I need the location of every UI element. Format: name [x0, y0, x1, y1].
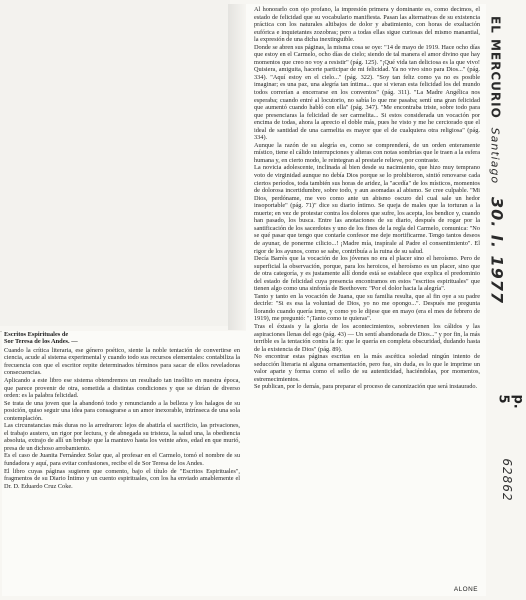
publication-date: 30. I. 1977 — [487, 197, 507, 305]
left-column-text: Cuando la crítica literaria, ese género poético, siente la noble tentación de convertirse en ciencia, acude al sistema experimental y cuando todo sus recursos elementales: contabiliza la frecuencia con que el escritor repite determinados términos para sacar de ellos reveladoras consecuencias. Aplicando a este libro ese sistema obtendremos un resultado tan insólito en nuestra época, que parece provenir de otra, sometida a distintas condiciones y que se dirían de diverso orden: es la palabra felicidad. Se trata de una joven que la abandonó todo y renunciando a la belleza y los halagos de su posición, quiso seguir una idea para consagrarse a un amor inexorable, intrínseca de una sola contemplación. Las circunstancias más duras no la arredraron: lejos de abatirla el sacrificio, las privaciones, el trabajo austero, un rigor por lectura, y de abnegada su tristeza, la salud una, la obediencia absoluta, extrajo de allí un brebaje que la mantuvo hasta los veinte años, edad en que murió, presa de un dichoso arrobamiento. Es el caso de Juanita Fernández Solar que, al profesar en el Carmelo, tomó el nombre de su fundadora y aquí, para evitar confusiones, recibe el de Sor Teresa de los Andes. El libro cuyas páginas sugieren que comento, bajo el título de "Escritos Espirituales", fragmentos de su Diario Íntimo y un cuento espirituales, con los ha enviado amablemente el Dr. D. Eduardo Cruz Coke. — [4, 346, 240, 490]
archive-code-note: 62862 — [500, 458, 514, 502]
article-heading-line-2: Sor Teresa de los Andes. — — [4, 338, 78, 346]
article-heading-line-1: Escritos Espirituales de — [4, 331, 69, 338]
article-left-column — [2, 331, 246, 596]
right-column-text: Al honorarlo con ojo profano, la impresión primera y dominante es, como decimos, el estado de felicidad que su vocabulario manifiesta. Pasan las alternativas de su existencia práctica con los naturales altibajos de dolor y abatimiento, con horas de exaltación eufórica e inquietantes zozobras; pero a todas ellas sigue curiosas del mismo manantial, la expresión de una dicha inextinguible. Donde se abren sus páginas, la misma cosa se oye: "14 de mayo de 1919. Hace ocho días que estoy en el Carmelo, ocho días de cielo; siendo de tal manera el amor divino que hay momentos que creo no voy a resistir" (pág. 125). "¡Qué vida tan deliciosa es la que vivo! Quisiera, amiguita, hacerte participar de mi felicidad. Ya no vivo sino para Dios..." (pág. 334). "Aquí estoy en el cielo..." (pág. 322). "Soy tan feliz como ya no es posible imaginar; es una paz, una alegría tan íntima... que si vieran esta felicidad los del mundo todos correrían a encerrarse en los conventos" (pág. 311). "La Madre Angélica nos esperaba; cuando entré al locutorio, no sabía lo que me pasaba; sentí una gran felicidad que aumentó cuando habló con ella" (pág. 347). "Me encontraba triste, sobre todo para que presenciaras la felicidad de ser carmelita... Si estos considerada un vocación por encima de todas, ahora la aprecio el doble más, pues he visto y me he cerciorado que el ideal de santidad de una carmelita es mayor que el de cualquiera otra religiosa" (pág. 334). Aunque la razón de su alegría es, como se comprenderá, de un orden enteramente místico, tiene el cálido interrupciones y alteras con notas sombrías que le traen a la esfera humana y, en cierto modo, le reintegran al prestarle relieve, por contraste. La novicia adolescente, inclinada al bien desde su nacimiento, que hizo muy temprano voto de virginidad aunque no debía Dios porque se lo prohibieron, sintió renovarse cada ciertos períodos, toda también sus horas de aridez, la "acedía" de los místicos, momentos de dolorosa incertidumbre, sobre todo, y aun asomadas al abismo. Se cree culpable. "Mi Dios, perdóname, me veo como ante un abismo oscuro del cual sale un hedor insoportable" (pág. 71)" dice su diario íntimo. Se queja de males que la torturan a la muerte; en vez de protestar contra los dolores que sufre, los acepta, los bendice y, cuando han pasado, los busca. Entre las anotaciones de su diario, después de rogar por la santificación de los sacerdotes y uno de los fines de la regla del Carmelo, comunica: "No se qué pasar que tengo que contarle confesor me deje mortificarme. Tengo tantos deseos de ayunar, de ponerme cilicio...! ¡Madre mía, inspírale al Padre el consentimiento". El rigor de los ayunos, como se sabe, contribuía a la ruina de su salud. Decía Barrès que la vocación de los jóvenes no era el placer sino el heroísmo. Pero de superficial la observación, porque, para los heroicos, el heroísmo es un placer, sino que de otra categoría, y es justamente allí donde está se establece que explica el predominio del estado de felicidad cuya presencia encontramos en estos "escritos espirituales" que tienen algo como una sinfonía de Beethoven: "Por el dolor hacia la alegría". Tanto y tanto en la vocación de Juana, que su familia resulta, que al fin oye a su padre decirle: "Si es esa la voluntad de Dios, yo no me opongo...". Después me pregunta llorando cuando quería irme, y como yo le dijese que en mayo (era el mes de febrero de 1919), me preguntó: "¡Tanto como te quieras". Tras el éxtasis y la gloria de los acontecimientos, sobrevienen los cálidos y las aspiraciones llenas del ego (pág. 43) — Un sentí abandonada de Dios..." y por fin, la más terrible es la tentación contra la fe: que le quería en completa obscuridad, dudando hasta de la existencia de Dios" (pág. 89). No encontrar estas páginas escritas en la más ascética soledad ningún intento de seducción literaria ni alguna ornamentación, pero fue, sin duda, es lo que le imprime un valor aparte y forma como el sello de su autenticidad, haciéndolas, por momentos, estremecimientos. Se publican, por lo demás, para preparar el proceso de canonización que será instaurado. — [254, 6, 480, 391]
paper-fold-shadow — [228, 4, 246, 330]
page-number-note: p. 5 — [495, 394, 526, 409]
city-name: Santiago — [488, 127, 502, 185]
handwritten-source-note — [488, 16, 507, 304]
newspaper-name: EL MERCURIO — [488, 15, 503, 119]
author-signature: ALONE — [453, 586, 478, 593]
article-right-column — [246, 4, 486, 596]
blank-paper-area — [0, 0, 230, 326]
article-heading — [4, 331, 246, 346]
